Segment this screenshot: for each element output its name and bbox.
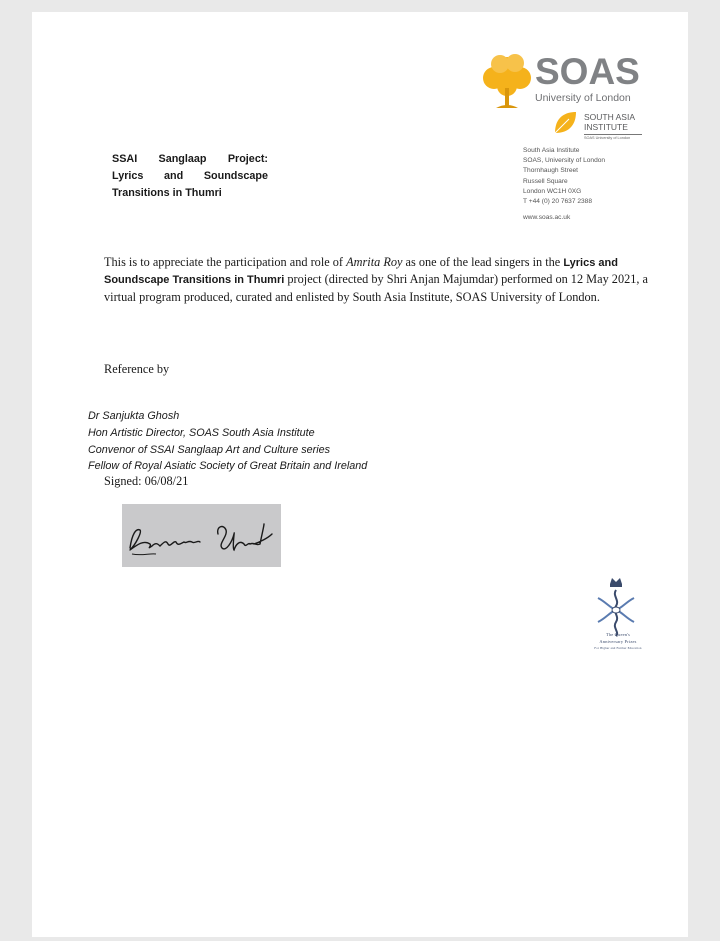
award-line: For Higher and Further Education xyxy=(594,646,642,650)
project-title-line1: SSAI Sanglaap Project: xyxy=(112,153,269,165)
referee-name: Dr Sanjukta Ghosh xyxy=(88,410,180,422)
appreciation-paragraph: This is to appreciate the participation and role of Amrita Roy as one of the lead singers in the Lyrics and Soundscape Transitions in Thumri project (directed by Shri Anjan Majumdar) performed on 12 May 2021, a virtual program produced, curated and enlisted by South Asia Institute, SOAS University of London. xyxy=(104,255,648,304)
referee-details xyxy=(88,408,367,475)
institute-name-line1: SOUTH ASIA xyxy=(584,112,636,122)
address-line: London WC1H 0XG xyxy=(523,187,582,195)
soas-logo-text: SOAS xyxy=(535,51,640,92)
referee-role: Fellow of Royal Asiatic Society of Great Britain and Ireland xyxy=(88,460,368,473)
referee-role: Convenor of SSAI Sanglaap Art and Culture series xyxy=(88,443,331,456)
signed-date: Signed: 06/08/21 xyxy=(104,474,189,488)
address-line: Thornhaugh Street xyxy=(523,167,578,175)
project-title-line2: Lyrics and Soundscape xyxy=(112,170,269,182)
soas-logo-subtitle: University of London xyxy=(535,92,631,104)
address-line: Russell Square xyxy=(523,177,568,185)
address-line: SOAS, University of London xyxy=(523,157,606,165)
project-title xyxy=(112,151,268,202)
award-line: Anniversary Prizes xyxy=(599,638,637,644)
soas-tree-logo-icon xyxy=(482,52,532,112)
address-block xyxy=(523,146,605,207)
handwritten-signature xyxy=(122,504,281,567)
project-name-bold: Lyrics and Soundscape Transitions in Thumri xyxy=(104,257,618,287)
project-title-line3: Transitions in Thumri xyxy=(112,187,222,199)
award-caption xyxy=(572,632,664,652)
institute-name-line2: INSTITUTE xyxy=(584,122,628,132)
referee-role: Hon Artistic Director, SOAS South Asia Institute xyxy=(88,426,315,439)
reference-label: Reference by xyxy=(104,362,170,376)
institute-name xyxy=(584,112,635,132)
institute-small-text: SOAS University of London xyxy=(584,136,631,140)
queens-anniversary-prize-emblem-icon xyxy=(594,576,638,638)
south-asia-institute-leaf-icon xyxy=(552,110,578,136)
website-link[interactable]: www.soas.ac.uk xyxy=(523,214,571,221)
address-line: T +44 (0) 20 7637 2388 xyxy=(523,198,592,206)
address-line: South Asia Institute xyxy=(523,147,580,154)
institute-rule xyxy=(584,134,642,135)
award-line: The Queen's xyxy=(605,632,631,637)
participant-name: Amrita Roy xyxy=(346,255,403,269)
letter-page xyxy=(32,12,688,937)
